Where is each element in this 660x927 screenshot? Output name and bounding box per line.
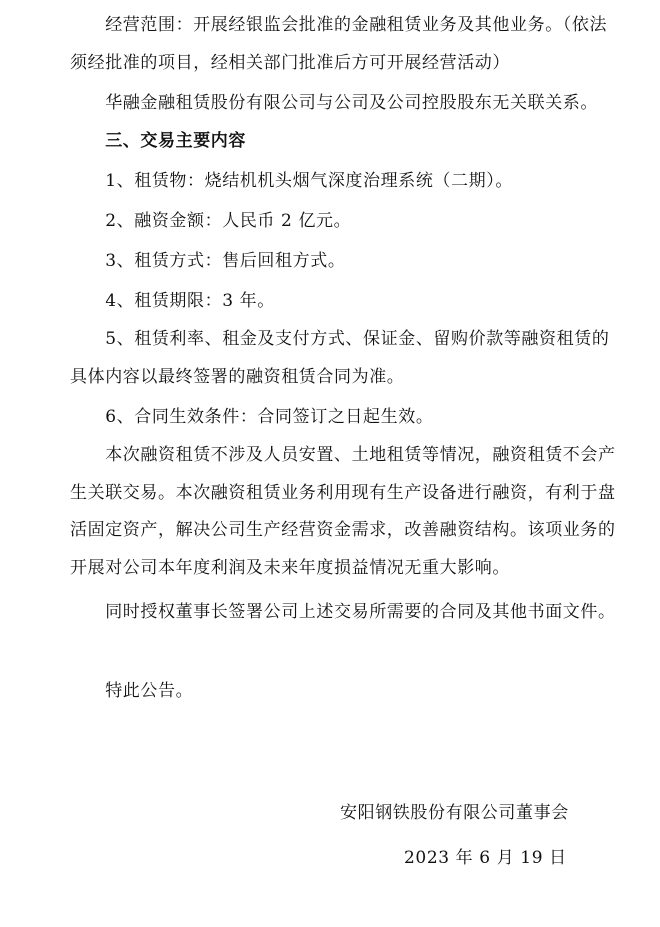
- signature-date: 2023 年 6 月 19 日: [404, 848, 567, 868]
- item-5-lease-details: 5、租赁利率、租金及支付方式、保证金、留购价款等融资租赁的具体内容以最终签署的融资租赁合同为准。: [70, 329, 610, 387]
- item-4-lease-term: 4、租赁期限：3 年。: [70, 291, 275, 311]
- item-1-lease-object: 1、租赁物：烧结机机头烟气深度治理系统（二期）。: [70, 171, 513, 191]
- item-6-effective-condition: 6、合同生效条件：合同签订之日起生效。: [70, 407, 434, 427]
- business-scope-paragraph: 经营范围：开展经银监会批准的金融租赁业务及其他业务。（依法须经批准的项目，经相关部门批准后方可开展经营活动）: [70, 15, 608, 73]
- authorization-paragraph: 同时授权董事长签署公司上述交易所需要的合同及其他书面文件。: [70, 602, 616, 622]
- section-heading: 三、交易主要内容: [70, 131, 246, 151]
- signature-organization: 安阳钢铁股份有限公司董事会: [340, 803, 569, 823]
- closing-paragraph: 特此公告。: [70, 681, 194, 701]
- no-relation-paragraph: 华融金融租赁股份有限公司与公司及公司控股股东无关联关系。: [70, 93, 598, 113]
- impact-paragraph: 本次融资租赁不涉及人员安置、土地租赁等情况，融资租赁不会产生关联交易。本次融资租赁业务利用现有生产设备进行融资，有利于盘活固定资产，解决公司生产经营资金需求，改善融资结构。该项业务的开展对公司本年度利润及未来年度损益情况无重大影响。: [70, 445, 616, 578]
- item-2-financing-amount: 2、融资金额：人民币 2 亿元。: [70, 211, 352, 231]
- item-3-lease-method: 3、租赁方式：售后回租方式。: [70, 251, 346, 271]
